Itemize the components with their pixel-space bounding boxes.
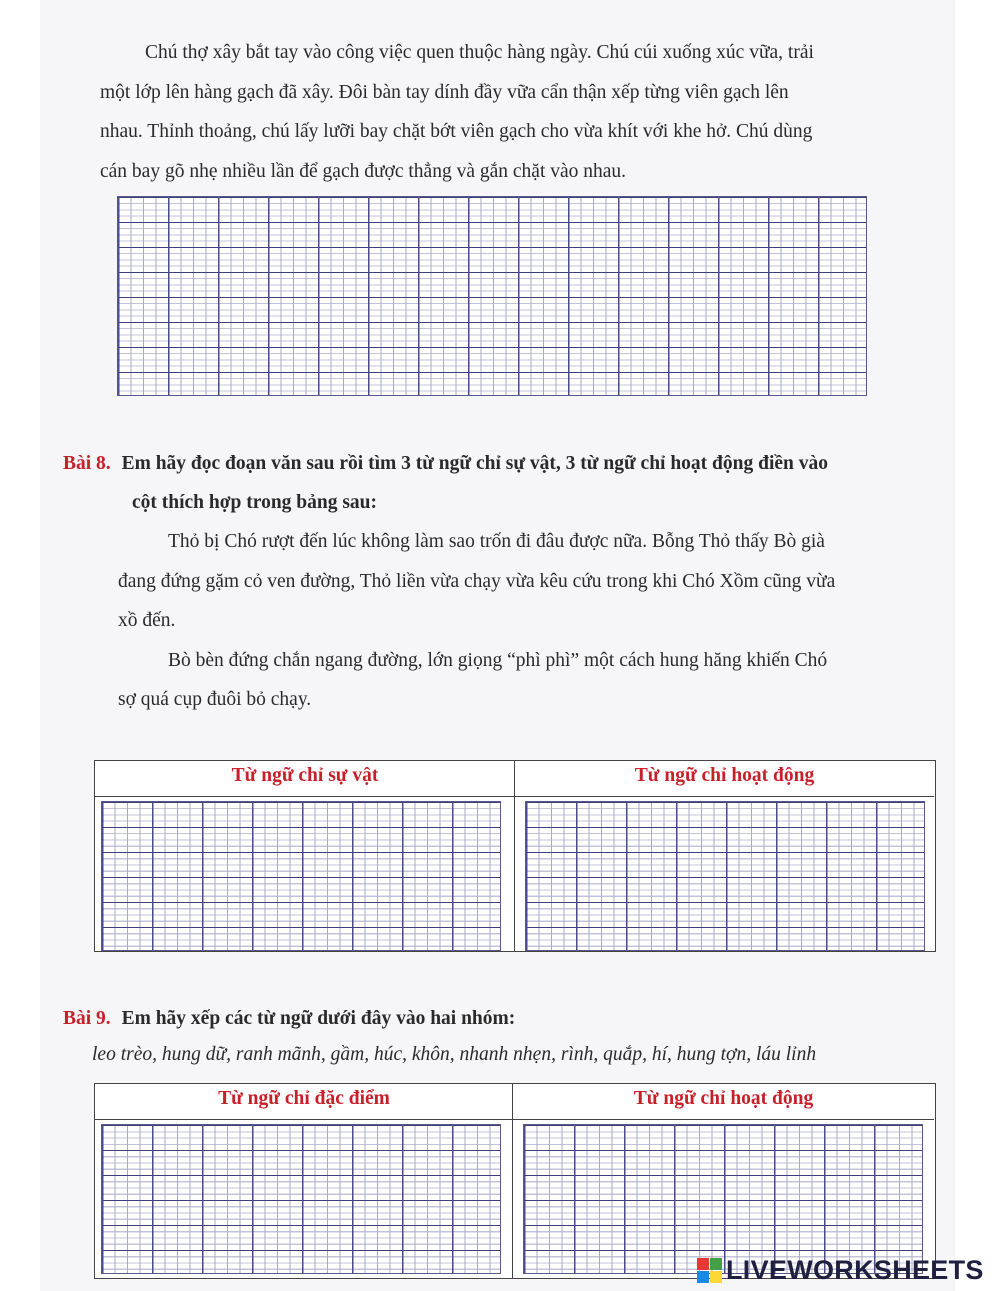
passage-line-1: Thỏ bị Chó rượt đến lúc không làm sao trốn đi đâu được nữa. Bỗng Thỏ thấy Bò già bbox=[168, 531, 825, 552]
exercise8-heading bbox=[63, 446, 943, 482]
intro-line-4: cán bay gõ nhẹ nhiều lần để gạch được thẳng và gắn chặt vào nhau. bbox=[100, 160, 627, 182]
liveworksheets-logo-icon bbox=[697, 1258, 722, 1283]
liveworksheets-brand bbox=[697, 1255, 984, 1285]
exercise9-title: Em hãy xếp các từ ngữ dưới đây vào hai nhóm: bbox=[121, 1008, 516, 1029]
exercise8-heading-line2 bbox=[132, 485, 932, 521]
exercise9-table bbox=[94, 1083, 936, 1279]
exercise8-passage bbox=[118, 522, 938, 720]
exercise9-table-divider bbox=[512, 1084, 513, 1278]
exercise9-word-list: leo trèo, hung dữ, ranh mãnh, gầm, húc, khôn, nhanh nhẹn, rình, quắp, hí, hung tợn, láu lỉnh bbox=[92, 1044, 817, 1065]
exercise8-table-divider bbox=[514, 761, 515, 951]
exercise9-col-header-actions: Từ ngữ chỉ hoạt động bbox=[513, 1084, 934, 1120]
liveworksheets-wordmark: LIVEWORKSHEETS bbox=[726, 1254, 984, 1285]
passage-line-2: đang đứng gặm cỏ ven đường, Thỏ liền vừa chạy vừa kêu cứu trong khi Chó Xồm cũng vừa bbox=[118, 570, 836, 592]
exercise8-number: Bài 8. bbox=[63, 453, 111, 474]
exercise9-answer-grid-traits[interactable] bbox=[101, 1124, 501, 1274]
exercise8-answer-grid-things[interactable] bbox=[101, 801, 501, 951]
exercise8-title-line2: cột thích hợp trong bảng sau: bbox=[132, 492, 378, 513]
exercise8-col-header-things: Từ ngữ chỉ sự vật bbox=[95, 761, 515, 797]
exercise8-answer-grid-actions[interactable] bbox=[525, 801, 925, 951]
exercise9-col-header-traits: Từ ngữ chỉ đặc điểm bbox=[95, 1084, 513, 1120]
exercise9-heading bbox=[63, 1001, 943, 1037]
exercise8-table bbox=[94, 760, 936, 952]
passage-line-5: sợ quá cụp đuôi bỏ chạy. bbox=[118, 689, 312, 710]
intro-paragraph bbox=[100, 33, 914, 191]
exercise9-number: Bài 9. bbox=[63, 1008, 111, 1029]
exercise9-answer-grid-actions[interactable] bbox=[523, 1124, 923, 1274]
writing-grid-intro[interactable] bbox=[117, 196, 867, 396]
intro-line-2: một lớp lên hàng gạch đã xây. Đôi bàn tay dính đầy vữa cẩn thận xếp từng viên gạch lên bbox=[100, 81, 789, 103]
intro-line-3: nhau. Thỉnh thoảng, chú lấy lưỡi bay chặt bớt viên gạch cho vừa khít với khe hở. Chú dùng bbox=[100, 121, 813, 142]
intro-line-1: Chú thợ xây bắt tay vào công việc quen thuộc hàng ngày. Chú cúi xuống xúc vữa, trải bbox=[145, 42, 814, 63]
exercise8-title: Em hãy đọc đoạn văn sau rồi tìm 3 từ ngữ chỉ sự vật, 3 từ ngữ chỉ hoạt động điền vào bbox=[121, 453, 828, 474]
exercise8-col-header-actions: Từ ngữ chỉ hoạt động bbox=[515, 761, 934, 797]
passage-line-4: Bò bèn đứng chắn ngang đường, lớn giọng “phì phì” một cách hung hăng khiến Chó bbox=[168, 649, 828, 671]
passage-line-3: xồ đến. bbox=[118, 610, 176, 631]
